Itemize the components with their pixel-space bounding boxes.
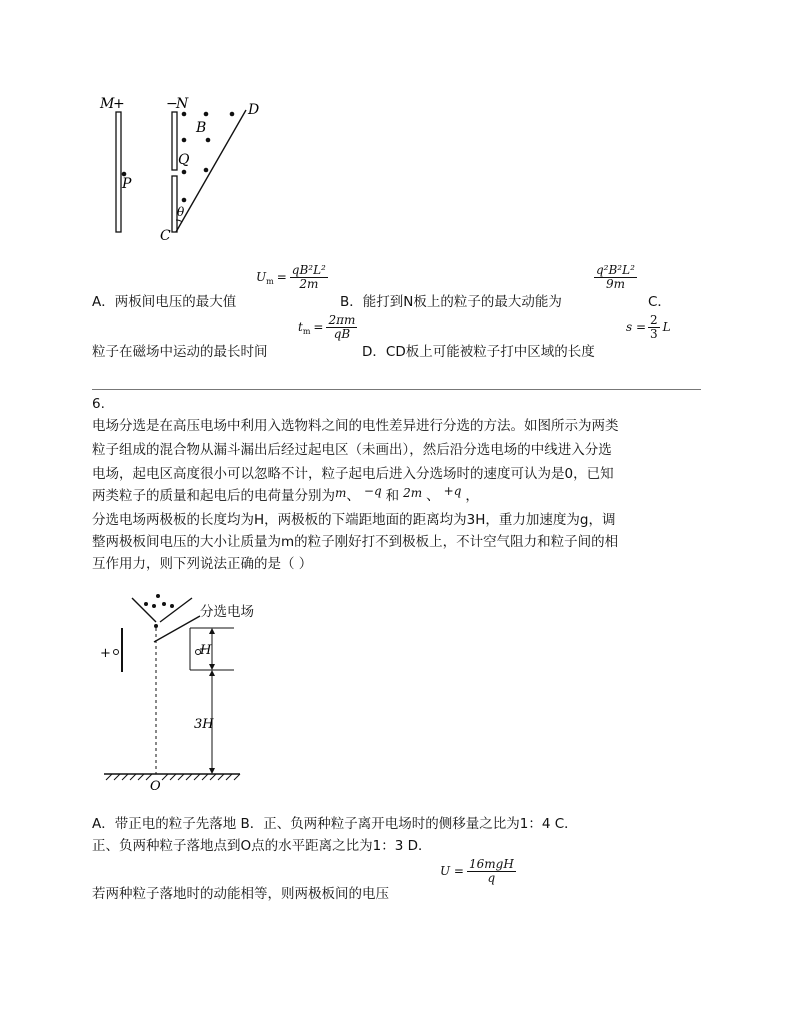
formula-c-den: qB <box>333 326 351 341</box>
label-b: B <box>196 120 207 136</box>
field-dot <box>182 198 187 203</box>
label-3h: 3H <box>194 717 214 732</box>
dim-3h-arrowhead-top <box>209 670 215 676</box>
formula-c-num: 2πm <box>328 313 356 327</box>
label-n: N <box>176 96 189 112</box>
line4-2m: 2m <box>403 486 423 500</box>
label-o: O <box>150 779 161 794</box>
q6-options-line2: 正、负两种粒子落地点到O点的水平距离之比为1：3 D． <box>92 838 432 854</box>
formula-a-fraction <box>290 264 328 290</box>
formula-c-lhs: t <box>298 320 303 335</box>
particle-dot <box>152 604 156 608</box>
formula-u-num: 16mgH <box>468 857 514 871</box>
label-plus: + <box>113 96 125 112</box>
figure-separation-field <box>96 586 296 796</box>
figure-plates-magnetic-field <box>96 92 276 244</box>
label-m: M <box>100 96 115 112</box>
plate-n-upper <box>172 112 177 170</box>
label-minus: − <box>166 96 178 112</box>
field-dot <box>230 112 235 117</box>
line4-posq: +q <box>443 484 462 498</box>
section-divider <box>92 389 701 390</box>
funnel-left <box>132 598 156 622</box>
question6-line1: 电场分选是在高压电场中利用入选物料之间的电性差异进行分选的方法。如图所示为两类 <box>92 418 619 434</box>
formula-u-den: q <box>487 870 496 885</box>
formula-b-fraction <box>594 264 637 290</box>
formula-b-num: q²B²L² <box>596 263 635 277</box>
plate-n-lower <box>172 176 177 232</box>
question6-line6: 整两极板间电压的大小让质量为m的粒子刚好打不到极板上，不计空气阻力和粒子间的相 <box>92 534 619 550</box>
plate-m <box>116 112 121 232</box>
formula-d-lhs: s = <box>626 320 647 335</box>
formula-d-rhs: L <box>662 320 671 335</box>
line4-m: m <box>335 486 347 500</box>
field-dot <box>182 170 187 175</box>
particle-dot <box>156 594 160 598</box>
field-dot <box>182 138 187 143</box>
dim-h-arrowhead-top <box>209 628 215 634</box>
label-c: C <box>160 228 171 244</box>
label-plus: + <box>100 646 111 661</box>
ground-hatch <box>106 774 240 780</box>
label-d: D <box>248 102 260 118</box>
formula-a-lhs: U <box>256 270 267 285</box>
field-dot <box>204 168 209 173</box>
formula-d-num: 2 <box>650 313 658 327</box>
formula-u-lhs: U = <box>440 864 464 879</box>
q5-option-d-line <box>362 340 595 360</box>
q5-option-a-line <box>92 266 237 310</box>
q5-option-d-formula <box>626 314 671 340</box>
q5-option-d-text: D．CD板上可能被粒子打中区域的长度 <box>362 344 595 360</box>
field-dot <box>204 112 209 117</box>
particle-dot <box>162 602 166 606</box>
line-cd <box>176 110 246 232</box>
formula-c-sub: m <box>302 326 311 336</box>
line4-negq: −q <box>363 484 382 498</box>
question6-line5: 分选电场两极板的长度均为H，两极板的下端距地面的距离均为3H，重力加速度为g，调 <box>92 512 616 528</box>
particle-dot <box>144 602 148 606</box>
q5-option-b-line <box>340 290 562 310</box>
q5-option-c-formula <box>298 314 357 340</box>
formula-c-eq: = <box>313 320 324 335</box>
field-label: 分选电场 <box>200 604 254 620</box>
particle-dot <box>170 604 174 608</box>
particle-dot <box>154 624 158 628</box>
line4-pre: 两类粒子的质量和起电后的电荷量分别为 <box>92 488 335 504</box>
formula-c-fraction <box>326 314 357 340</box>
formula-u-fraction <box>467 858 516 884</box>
option-c-label: C． <box>648 294 671 310</box>
formula-a-sub: m <box>266 276 274 286</box>
formula-a-den: 2m <box>299 276 319 291</box>
question6-line3: 电场，起电区高度很小可以忽略不计，粒子起电后进入分选场时的速度可认为是0，已知 <box>92 466 614 482</box>
question-number: 6. <box>92 396 105 412</box>
q5-option-a-formula <box>256 264 328 290</box>
label-h: H <box>200 643 212 658</box>
line4-end: ， <box>465 488 479 504</box>
q5-option-c-line <box>92 340 268 360</box>
q5-option-a-text: A．两板间电压的最大值 <box>92 294 237 310</box>
line4-sep1: 、 <box>346 488 360 504</box>
formula-a-eq: = <box>276 270 287 285</box>
q5-option-b-formula <box>594 264 637 290</box>
formula-d-fraction <box>648 314 660 340</box>
question6-line7: 互作用力，则下列说法正确的是（ ） <box>92 556 313 572</box>
dim-3h-arrowhead-bottom <box>209 768 215 774</box>
funnel-right <box>160 598 192 622</box>
dim-h-arrowhead-bottom <box>209 664 215 670</box>
label-q: Q <box>178 152 190 168</box>
label-theta: θ <box>177 205 185 219</box>
q5-option-c-text: 粒子在磁场中运动的最长时间 <box>92 344 268 360</box>
question6-line4 <box>92 484 479 504</box>
formula-d-den: 3 <box>650 326 658 341</box>
q6-options-line3: 若两种粒子落地时的动能相等，则两极板间的电压 <box>92 886 389 902</box>
q5-option-c-label <box>648 290 671 310</box>
q6-option-d-formula <box>440 858 516 884</box>
field-dot <box>206 138 211 143</box>
terminal-plus <box>114 650 119 655</box>
formula-b-den: 9m <box>605 276 625 291</box>
question6-line2: 粒子组成的混合物从漏斗漏出后经过起电区（未画出），然后沿分选电场的中线进入分选 <box>92 442 612 458</box>
line4-sep2: 、 <box>426 488 440 504</box>
q6-options-line1: A．带正电的粒子先落地 B．正、负两种粒子离开电场时的侧移量之比为1：4 C． <box>92 816 578 832</box>
right-plate <box>154 616 200 642</box>
field-dot <box>182 112 187 117</box>
q5-option-b-text: B．能打到N板上的粒子的最大动能为 <box>340 294 562 310</box>
line4-and: 和 <box>385 488 400 504</box>
label-p: P <box>122 176 132 192</box>
formula-a-num: qB²L² <box>291 263 326 277</box>
